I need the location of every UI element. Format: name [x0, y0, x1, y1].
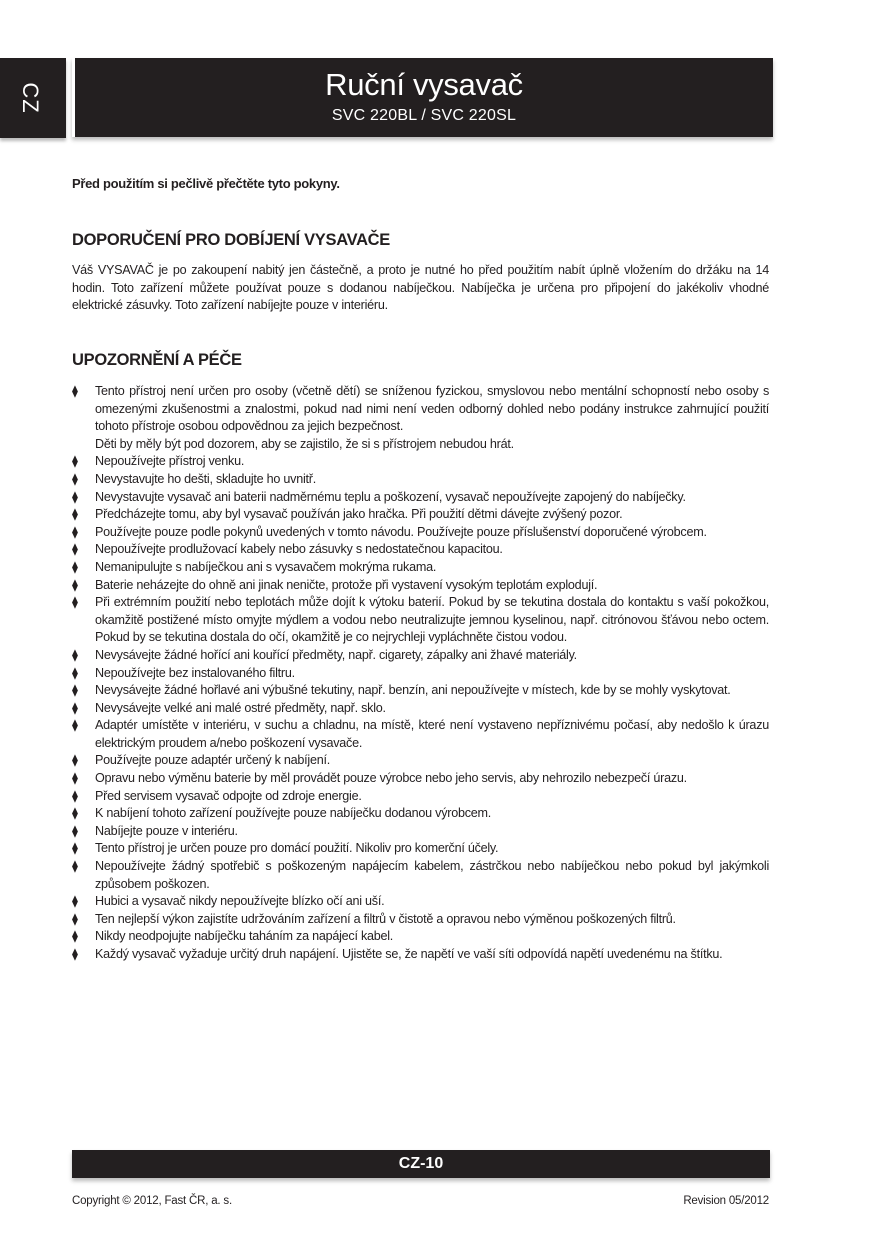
list-item	[72, 928, 769, 946]
list-item	[72, 911, 769, 929]
list-item	[72, 752, 769, 770]
list-item	[72, 506, 769, 524]
list-item-text: Nevysávejte žádné hořlavé ani výbušné tekutiny, např. benzín, ani nepoužívejte v místech, kde by se mohly vyskytovat.	[95, 683, 731, 698]
list-item-text: Používejte pouze adaptér určený k nabíjení.	[95, 753, 330, 768]
diamond-bullet-icon: ⧫	[72, 489, 78, 504]
list-item	[72, 559, 769, 577]
diamond-bullet-icon: ⧫	[72, 595, 78, 610]
diamond-bullet-icon: ⧫	[72, 947, 78, 961]
diamond-bullet-icon: ⧫	[72, 647, 78, 662]
diamond-bullet-icon: ⧫	[72, 753, 78, 768]
list-item-text: Baterie neházejte do ohně ani jinak neničte, protože při vystavení vysokým teplotám explodují.	[95, 577, 598, 592]
list-item-text: Hubici a vysavač nikdy nepoužívejte blízko očí ani uší.	[95, 894, 385, 909]
warnings-list	[72, 383, 769, 964]
copyright: Copyright © 2012, Fast ČR, a. s.	[72, 1195, 232, 1207]
list-item	[72, 647, 769, 665]
diamond-bullet-icon: ⧫	[72, 542, 78, 557]
list-item	[72, 541, 769, 559]
list-item-text: Nepoužívejte přístroj venku.	[95, 454, 245, 469]
list-item-text: Při extrémním použití nebo teplotách může dojít k výtoku baterií. Pokud by se tekutina dostala do kontaktu s vaší pokožkou, okamžitě postižené místo omyjte mýdlem a vodou nebo neutralizujte jemnou kyselinou, např. citrónovou šťávou nebo octem. Pokud by se tekutina dostala do očí, okamžitě je co nejrychleji vypláchněte čistou vodou.	[95, 595, 769, 645]
diamond-bullet-icon: ⧫	[72, 806, 78, 821]
page-title: Ruční vysavač	[325, 67, 523, 102]
list-item-text: Předcházejte tomu, aby byl vysavač používán jako hračka. Při použití dětmi dávejte zvýšený pozor.	[95, 507, 623, 522]
list-item	[72, 893, 769, 911]
list-item-text: Nevysávejte žádné hořící ani kouřící předměty, např. cigarety, zápalky ani žhavé materiály.	[95, 647, 577, 662]
list-item	[72, 946, 769, 964]
list-item-text: Adaptér umístěte v interiéru, v suchu a chladnu, na místě, které není vystaveno nepříznivému počasí, aby nedošlo k úrazu elektrickým proudem a/nebo poškození vysavače.	[95, 718, 769, 750]
section-text-charging: Váš VYSAVAČ je po zakoupení nabitý jen částečně, a proto je nutné ho před použitím nabít úplně vložením do držáku na 14 hodin. Toto zařízení můžete používat pouze s dodanou nabíječkou. Nabíječka je určena pro připojení do jakékoliv vhodné elektrické zásuvky. Toto zařízení nabíjejte pouze v interiéru.	[72, 263, 769, 313]
list-item	[72, 436, 769, 454]
diamond-bullet-icon: ⧫	[72, 665, 78, 680]
diamond-bullet-icon: ⧫	[72, 454, 78, 469]
list-item	[72, 682, 769, 700]
revision: Revision 05/2012	[683, 1195, 769, 1207]
diamond-bullet-icon: ⧫	[72, 823, 78, 838]
diamond-bullet-icon: ⧫	[72, 507, 78, 522]
diamond-bullet-icon: ⧫	[72, 894, 78, 909]
diamond-bullet-icon: ⧫	[72, 577, 78, 592]
model-subtitle: SVC 220BL / SVC 220SL	[331, 107, 517, 124]
list-item	[72, 717, 769, 752]
page-number: CZ-10	[398, 1155, 444, 1172]
list-item-text: Nabíjejte pouze v interiéru.	[95, 823, 238, 838]
list-item-text: Tento přístroj je určen pouze pro domácí použití. Nikoliv pro komerční účely.	[95, 841, 499, 856]
list-item	[72, 471, 769, 489]
list-item	[72, 524, 769, 542]
section-heading-charging: DOPORUČENÍ PRO DOBÍJENÍ VYSAVAČE	[72, 231, 391, 249]
diamond-bullet-icon: ⧫	[72, 700, 78, 715]
list-item	[72, 594, 769, 647]
page-number-bar	[72, 1150, 770, 1178]
intro-note: Před použitím si pečlivě přečtěte tyto pokyny.	[72, 176, 340, 191]
list-item-text: Ten nejlepší výkon zajistíte udržováním zařízení a filtrů v čistotě a opravou nebo výměnou poškozených filtrů.	[95, 911, 676, 926]
list-item	[72, 383, 769, 436]
list-item	[72, 840, 769, 858]
list-item	[72, 577, 769, 595]
diamond-bullet-icon: ⧫	[72, 859, 78, 874]
list-item-text: Nikdy neodpojujte nabíječku taháním za napájecí kabel.	[95, 929, 394, 944]
diamond-bullet-icon: ⧫	[72, 788, 78, 803]
list-item-text: Nepoužívejte prodlužovací kabely nebo zásuvky s nedostatečnou kapacitou.	[95, 542, 503, 557]
list-item-text: Každý vysavač vyžaduje určitý druh napájení. Ujistěte se, že napětí ve vaší síti odpovídá napětí uvedenému na štítku.	[95, 947, 723, 961]
list-item-text: Nemanipulujte s nabíječkou ani s vysavačem mokrýma rukama.	[95, 559, 437, 574]
list-item-text: Nevystavujte ho dešti, skladujte ho uvnitř.	[95, 471, 316, 486]
list-item-text: Nevysávejte velké ani malé ostré předměty, např. sklo.	[95, 700, 386, 715]
language-tab	[0, 58, 66, 138]
list-item-text: Před servisem vysavač odpojte od zdroje energie.	[95, 788, 362, 803]
list-item	[72, 788, 769, 806]
diamond-bullet-icon: ⧫	[72, 384, 78, 398]
list-item	[72, 665, 769, 683]
list-item-text: Děti by měly být pod dozorem, aby se zajistilo, že si s přístrojem nebudou hrát.	[95, 436, 514, 451]
list-item	[72, 700, 769, 718]
diamond-bullet-icon: ⧫	[72, 771, 78, 786]
list-item-text: Nepoužívejte žádný spotřebič s poškozeným napájecím kabelem, zástrčkou nebo nabíječkou nebo pokud byl jakýmkoli způsobem poškozen.	[95, 859, 769, 891]
diamond-bullet-icon: ⧫	[72, 718, 78, 733]
diamond-bullet-icon: ⧫	[72, 841, 78, 856]
section-heading-warnings: UPOZORNĚNÍ A PÉČE	[72, 351, 242, 369]
list-item	[72, 770, 769, 788]
list-item	[72, 823, 769, 841]
language-label: CZ	[18, 82, 43, 114]
diamond-bullet-icon: ⧫	[72, 524, 78, 539]
list-item-text: K nabíjení tohoto zařízení používejte pouze nabíječku dodanou výrobcem.	[95, 806, 492, 821]
title-bar	[72, 58, 773, 137]
list-item-text: Tento přístroj není určen pro osoby (včetně dětí) se sníženou fyzickou, smyslovou nebo mentální schopností nebo osoby s omezenými zkušenostmi a znalostmi, pokud nad nimi není veden odborný dohled nebo podány instrukce zahrnující použití tohoto přístroje osobou odpovědnou za jejich bezpečnost.	[95, 384, 769, 434]
list-item	[72, 858, 769, 893]
list-item-text: Používejte pouze podle pokynů uvedených v tomto návodu. Používejte pouze příslušenství doporučené výrobcem.	[95, 524, 707, 539]
list-item	[72, 453, 769, 471]
diamond-bullet-icon: ⧫	[72, 911, 78, 926]
diamond-bullet-icon: ⧫	[72, 929, 78, 944]
diamond-bullet-icon: ⧫	[72, 683, 78, 698]
list-item-text: Nepoužívejte bez instalovaného filtru.	[95, 665, 295, 680]
diamond-bullet-icon: ⧫	[72, 559, 78, 574]
list-item	[72, 489, 769, 507]
list-item-text: Opravu nebo výměnu baterie by měl provádět pouze výrobce nebo jeho servis, aby nehrozilo nebezpečí úrazu.	[95, 771, 687, 786]
diamond-bullet-icon: ⧫	[72, 471, 78, 486]
list-item-text: Nevystavujte vysavač ani baterii nadměrnému teplu a poškození, vysavač nepoužívejte zapojený do nabíječky.	[95, 489, 686, 504]
list-item	[72, 805, 769, 823]
